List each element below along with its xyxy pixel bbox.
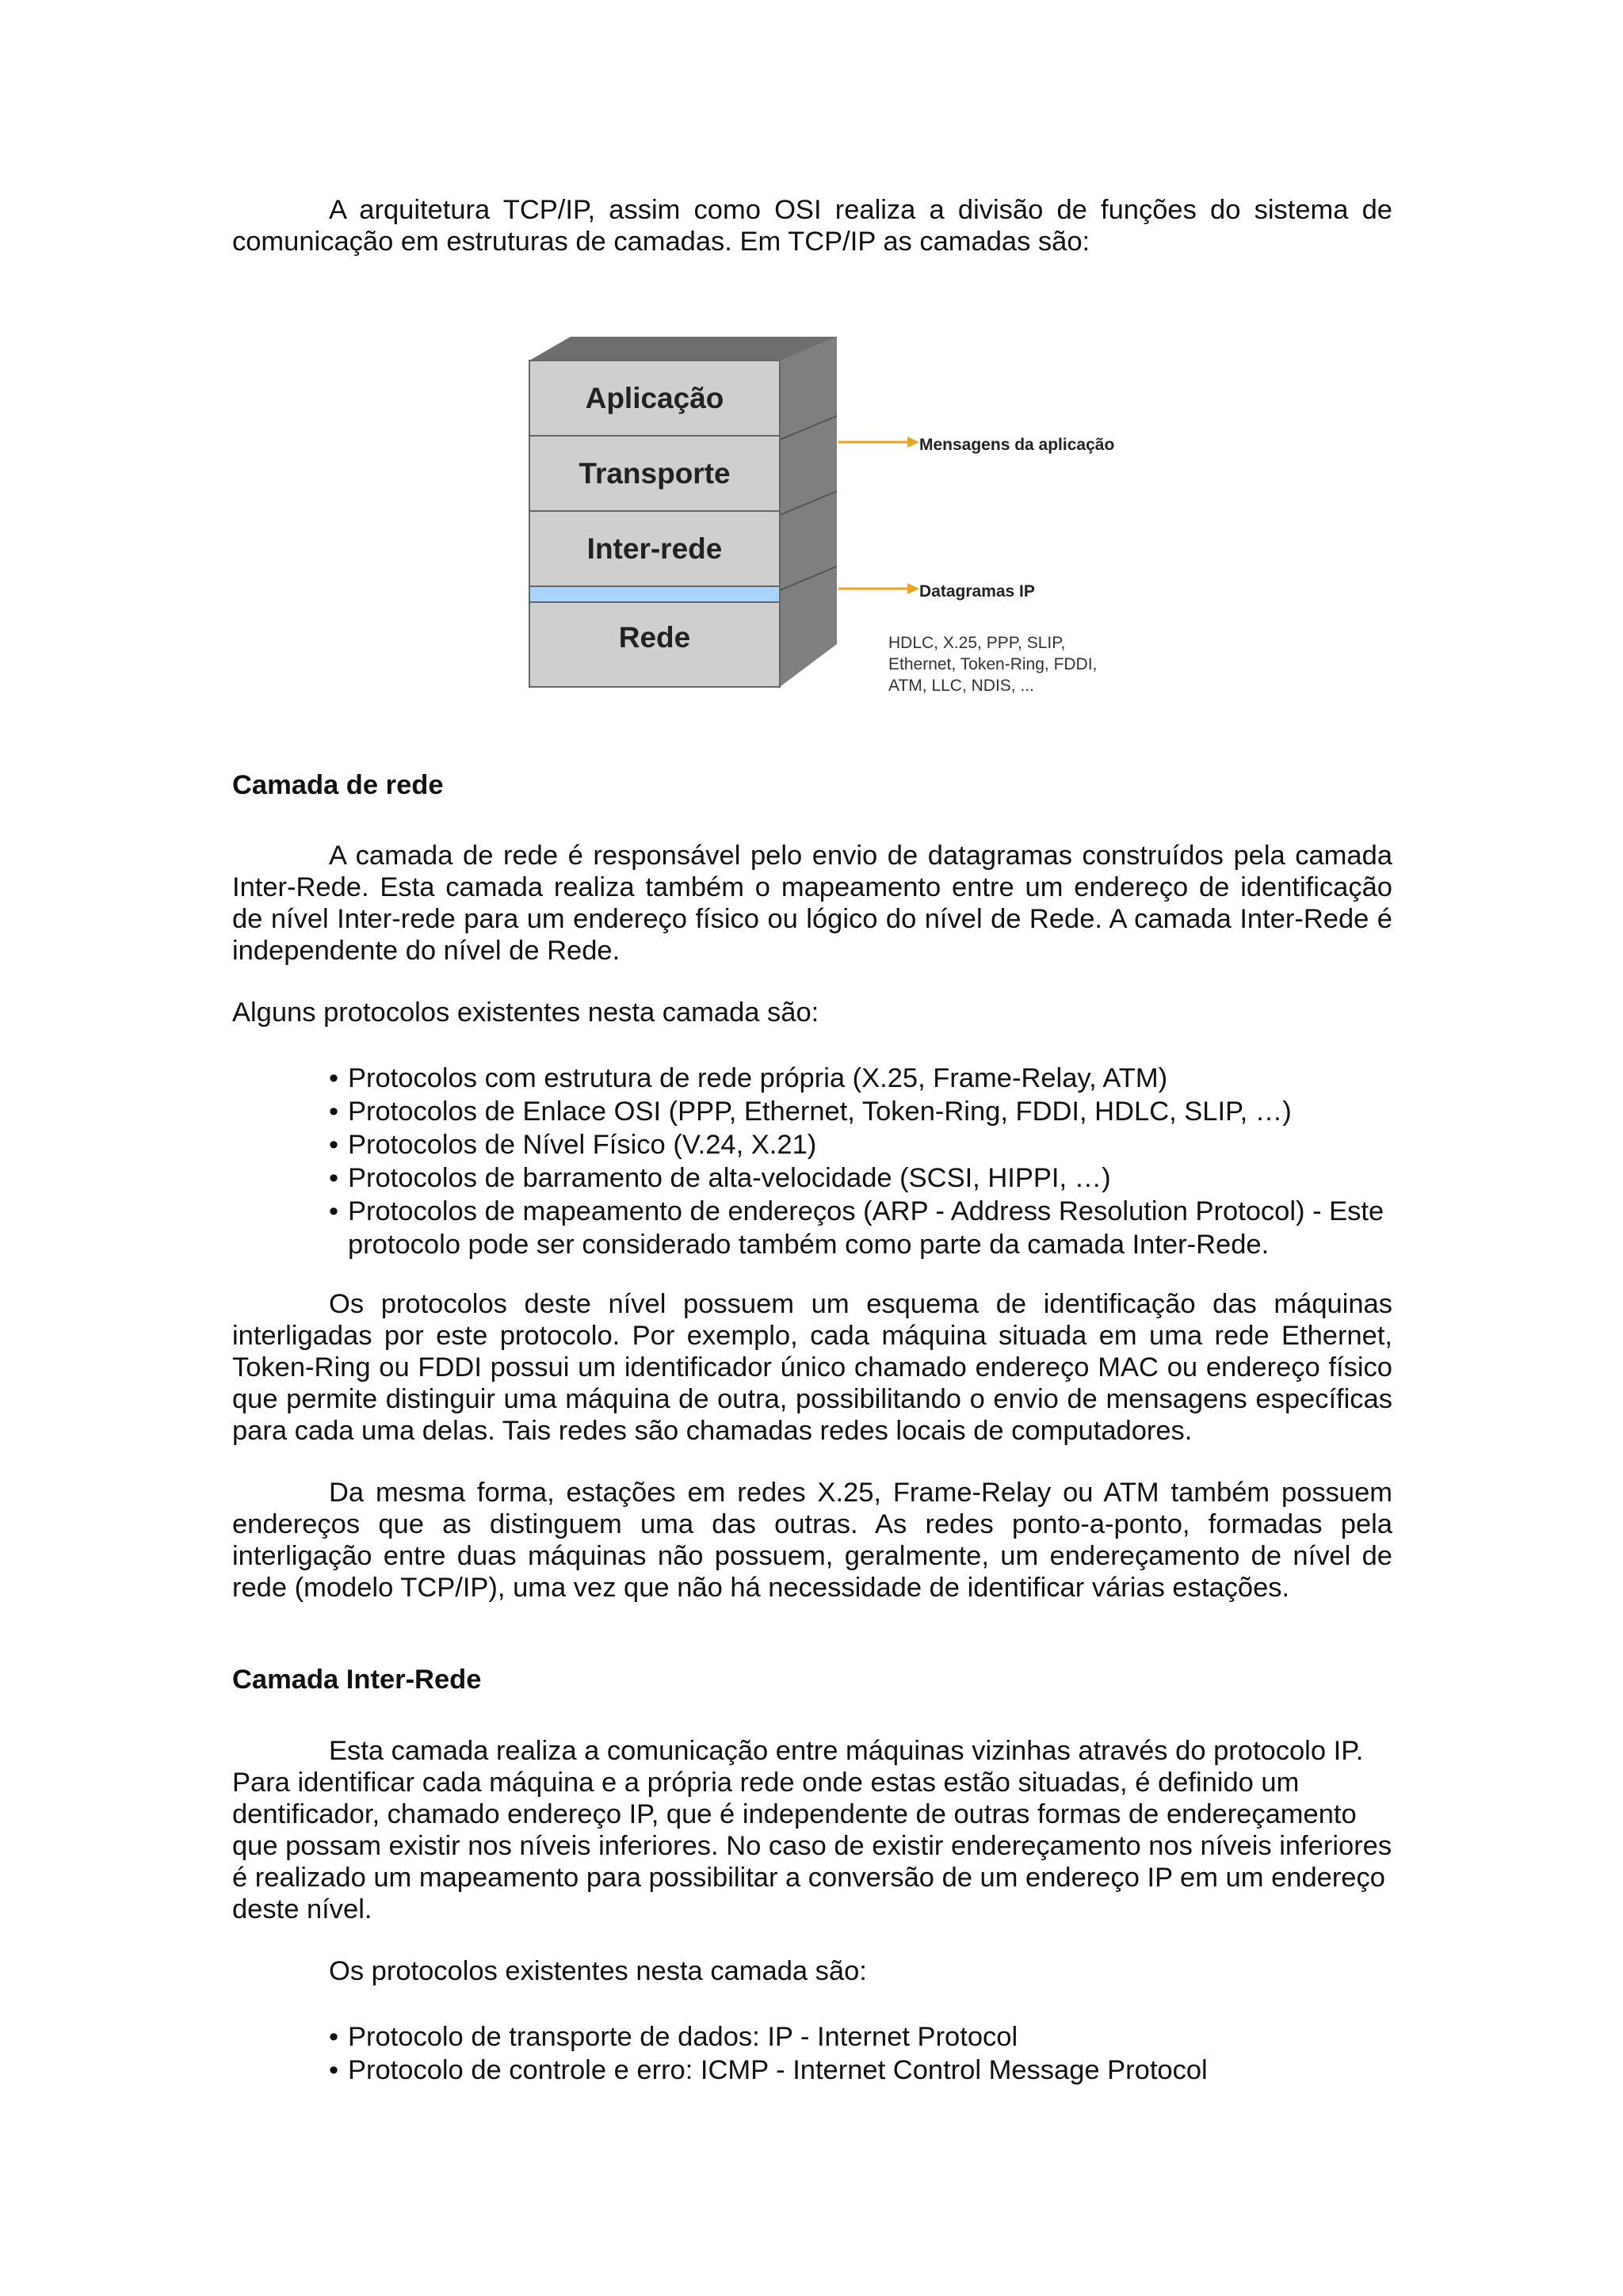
- tcpip-layer-diagram: [507, 321, 1141, 701]
- bullet-icon: •: [329, 2055, 339, 2085]
- list-item: • Protocolo de controle e erro: ICMP - Internet Control Message Protocol: [329, 2055, 1208, 2085]
- list-item: • Protocolos com estrutura de rede própria (X.25, Frame-Relay, ATM): [329, 1063, 1168, 1093]
- bullet-icon: •: [329, 1163, 339, 1193]
- list-item: • Protocolo de transporte de dados: IP - Internet Protocol: [329, 2022, 1018, 2052]
- inter-paragraph-2: Os protocolos existentes nesta camada são:: [329, 1956, 867, 1986]
- layer-label-transporte: Transporte: [579, 457, 731, 490]
- list-item: • Protocolos de barramento de alta-velocidade (SCSI, HIPPI, …): [329, 1163, 1111, 1193]
- section-heading-camada-de-rede: Camada de rede: [232, 770, 444, 800]
- rede-paragraph-2: Alguns protocolos existentes nesta camada são:: [232, 997, 819, 1028]
- rede-paragraph-3: Os protocolos deste nível possuem um esquema de identificação das máquinas interligadas por este protocolo. Por exemplo, cada máquina situada em uma rede Ethernet, Token-Ring ou FDDI possui um identificador único chamado endereço MAC ou endereço físico que permite distinguir uma máquina de outra, possibilitando o envio de mensagens específicas para cada uma delas. Tais redes são chamadas redes locais de computadores.: [232, 1289, 1392, 1446]
- inter-paragraph-1: Esta camada realiza a comunicação entre máquinas vizinhas através do protocolo IP. Para identificar cada máquina e a própria rede onde estas estão situadas, é definido um dentificador, chamado endereço IP, que é independente de outras formas de endereçamento que possam existir nos níveis inferiores. No caso de existir endereçamento nos níveis inferiores é realizado um mapeamento para possibilitar a conversão de um endereço IP em um endereço deste nível.: [232, 1736, 1392, 1924]
- list-item: • Protocolos de Nível Físico (V.24, X.21): [329, 1130, 817, 1160]
- network-protocols-line-1: HDLC, X.25, PPP, SLIP,: [888, 634, 1066, 652]
- bullet-icon: •: [329, 1130, 339, 1160]
- inter-protocol-list: [329, 2020, 1392, 2087]
- section-heading-camada-inter-rede: Camada Inter-Rede: [232, 1665, 482, 1695]
- arrow-messages-head: [907, 437, 919, 448]
- list-item: • Protocolos de mapeamento de endereços (ARP - Address Resolution Protocol) - Este protocolo pode ser considerado também como parte da camada Inter-Rede.: [329, 1196, 1384, 1260]
- bullet-icon: •: [329, 2022, 339, 2052]
- network-protocols-line-2: Ethernet, Token-Ring, FDDI,: [888, 655, 1098, 673]
- rede-paragraph-1: A camada de rede é responsável pelo envio de datagramas construídos pela camada Inter-Rede. Esta camada realiza também o mapeamento entre um endereço de identificação de nível Inter-rede para um endereço físico ou lógico do nível de Rede. A camada Inter-Rede é independente do nível de Rede.: [232, 841, 1392, 966]
- bullet-icon: •: [329, 1097, 339, 1127]
- intro-paragraph: A arquitetura TCP/IP, assim como OSI realiza a divisão de funções do sistema de comunicação em estruturas de camadas. Em TCP/IP as camadas são:: [232, 195, 1392, 257]
- list-item: • Protocolos de Enlace OSI (PPP, Ethernet, Token-Ring, FDDI, HDLC, SLIP, …): [329, 1097, 1292, 1127]
- annotation-messages: Mensagens da aplicação: [919, 436, 1115, 454]
- rede-paragraph-4: Da mesma forma, estações em redes X.25, Frame-Relay ou ATM também possuem endereços que as distinguem uma das outras. As redes ponto-a-ponto, formadas pela interligação entre duas máquinas não possuem, geralmente, um endereçamento de nível de rede (modelo TCP/IP), uma vez que não há necessidade de identificar várias estações.: [232, 1478, 1392, 1603]
- bullet-icon: •: [329, 1196, 339, 1226]
- network-protocols-line-3: ATM, LLC, NDIS, ...: [888, 677, 1034, 695]
- layer-label-inter-rede: Inter-rede: [586, 532, 723, 565]
- layer-rede-highlight: [529, 586, 780, 602]
- bullet-icon: •: [329, 1063, 339, 1093]
- annotation-datagrams: Datagramas IP: [919, 582, 1035, 601]
- arrow-datagrams-head: [907, 583, 919, 594]
- layer-label-aplicacao: Aplicação: [585, 382, 724, 414]
- rede-protocol-list: [329, 1062, 1392, 1261]
- layer-label-rede: Rede: [618, 621, 691, 654]
